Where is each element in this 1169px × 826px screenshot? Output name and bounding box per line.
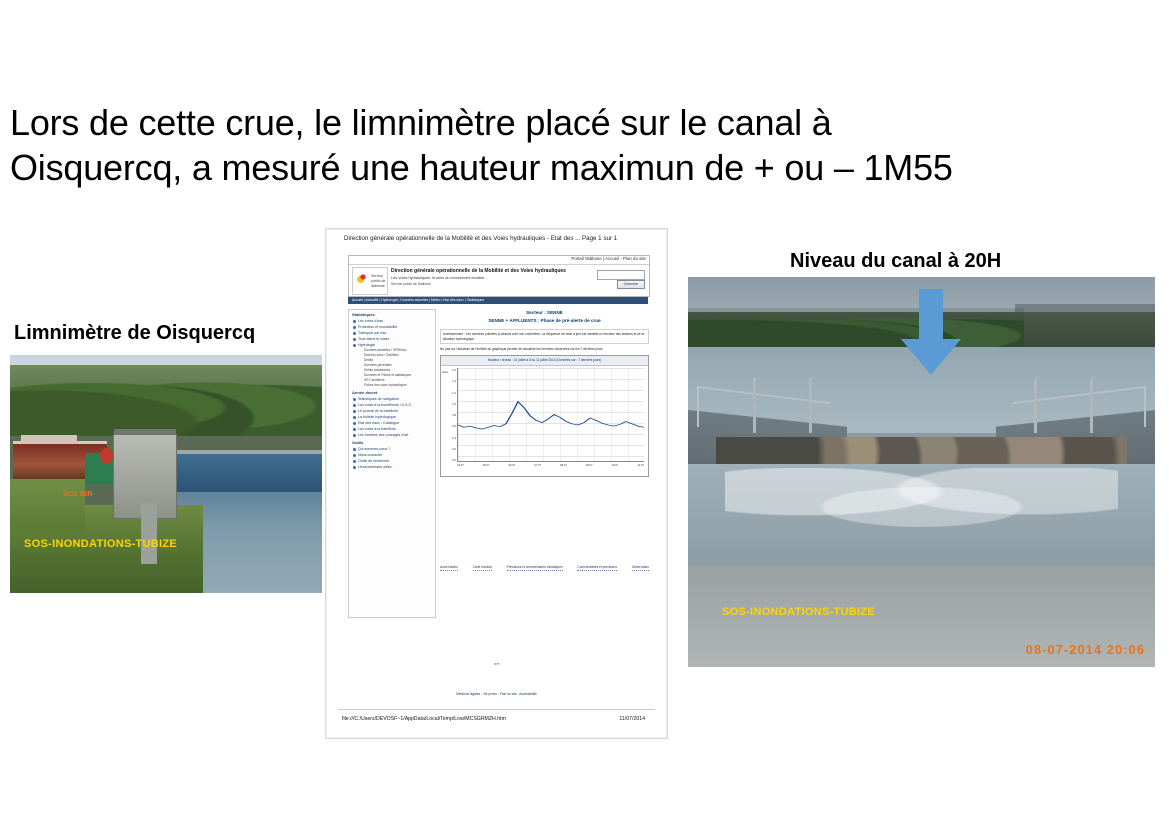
ytick-0: 1.6 xyxy=(452,368,456,373)
action-link-3[interactable]: Commentaires et prévisions xyxy=(577,565,617,569)
search-input[interactable] xyxy=(597,270,645,280)
sidebar-item-2[interactable]: Transport par eau xyxy=(349,330,435,336)
xtick-2: 06-07 xyxy=(508,464,516,468)
sidebar2-item-3[interactable]: La bulletin hydrologique xyxy=(349,414,435,420)
ytick-5: 0.6 xyxy=(452,424,456,429)
chart-plot-area xyxy=(457,368,644,462)
warning-text: Les données publiées ci-dessus sont non contrôlées. La fréquence de mise à jour est variable en fonction des stations et de la situation hydrologique. xyxy=(443,332,645,341)
limnimetre-photo xyxy=(10,355,322,593)
ytick-7: 0.2 xyxy=(452,446,456,451)
site-title: Direction générale opérationnelle de la Mobilité et des Voies hydrauliques xyxy=(391,268,566,274)
blue-barge xyxy=(172,450,322,492)
sidebar-item-4[interactable]: Hydrologie xyxy=(349,342,435,348)
photo-stamp: SOS 30R xyxy=(63,490,93,498)
sidebar3-item-1[interactable]: Nous contacter xyxy=(349,452,435,458)
document-main-content xyxy=(440,309,649,559)
sidebar-sub-5[interactable]: Données et Fiches et statistiques xyxy=(364,373,411,377)
sidebar-item-1[interactable]: Protection et inondabilité xyxy=(349,324,435,330)
footer-divider xyxy=(338,709,655,710)
sidebar3-item-3[interactable]: Liens/adresses utiles xyxy=(349,464,435,470)
chart-note: Ne pas sur l'abscisse de l'échelle du graphique permet de visualiser les données observées sur les 7 derniers jours. xyxy=(440,347,604,352)
action-link-4[interactable]: Observation xyxy=(631,565,649,569)
action-link-2[interactable]: Prévisions et commentaires climatiques xyxy=(506,565,563,569)
footer-print-date: 11/07/2014 xyxy=(619,716,645,722)
document-print-header: Direction générale opérationnelle de la Mobilité et des Voies hydrauliques - Etat des ... Page 1 sur 1 xyxy=(344,235,618,242)
sidebar3-item-2[interactable]: Outils de recherche xyxy=(349,458,435,464)
sidebar-sub-6[interactable]: GP Conditions xyxy=(364,378,385,382)
xtick-5: 09-07 xyxy=(585,464,593,468)
post-1 xyxy=(753,378,756,433)
sidebar-sub-7[interactable]: Fiches des voies hydrauliques xyxy=(364,383,407,387)
sidebar-sub-0[interactable]: Données actuelles / SPW/eau xyxy=(364,348,407,352)
hydrograph-chart xyxy=(440,355,649,477)
chart-line-series xyxy=(458,368,644,461)
post-3 xyxy=(1034,378,1037,433)
chart-ylabel: Haut xyxy=(442,370,448,375)
document-action-links xyxy=(440,565,649,571)
right-photo-caption: Niveau du canal à 20H xyxy=(790,250,1002,272)
left-photo-caption: Limnimètre de Oisquercq xyxy=(14,322,256,344)
decorative-quote: “” xyxy=(494,663,499,670)
post-4 xyxy=(1090,378,1093,433)
title-line-1: Lors de cette crue, le limnimètre placé sur le canal à xyxy=(10,102,832,143)
right-photo-watermark: SOS-INONDATIONS-TUBIZE xyxy=(722,606,876,618)
page-title xyxy=(10,100,1160,190)
cabinet-pole xyxy=(141,503,157,565)
sidebar2-item-1[interactable]: Les cotes à la bordélisme / A.S.S. xyxy=(349,402,435,408)
xtick-7: 11-07 xyxy=(637,464,644,468)
ytick-8: 0.0 xyxy=(452,458,456,463)
action-link-0[interactable]: Autre bassin xyxy=(440,565,458,569)
photo-timestamp: 08-07-2014 20:06 xyxy=(1025,642,1145,657)
sidebar2-item-0[interactable]: Statistiques de navigation xyxy=(349,396,435,402)
xtick-6: 10-07 xyxy=(611,464,619,468)
station-label: SENNE + AFFLUENTS : Phase de pré-alerte de crue xyxy=(488,318,601,323)
title-line-2: Oisquercq, a mesuré une hauteur maximun de + ou – 1M55 xyxy=(10,147,953,188)
document-footer-links[interactable]: Mentions légales - Vie privée - Plan du site - Accessibilité xyxy=(456,692,537,696)
sidebar-menu xyxy=(348,309,436,618)
logo-text: Service public de Wallonie xyxy=(371,274,386,289)
sidebar-sub-3[interactable]: Données générales xyxy=(364,363,392,367)
post-2 xyxy=(809,378,812,433)
scanned-document-page xyxy=(325,228,668,739)
ytick-2: 1.2 xyxy=(452,390,456,395)
xtick-4: 08-07 xyxy=(560,464,567,468)
sidebar-sub-2[interactable]: Débits xyxy=(364,358,374,362)
site-subtitle: Les Voies hydrauliques, le sens du mouvement durable... xyxy=(391,276,488,280)
left-photo-watermark: SOS-INONDATIONS-TUBIZE xyxy=(24,538,178,550)
site-header xyxy=(348,255,650,297)
tree-line xyxy=(688,308,1024,347)
sidebar2-item-4[interactable]: Etat des eaux / Catalogue xyxy=(349,420,435,426)
chart-y-axis xyxy=(443,368,457,462)
ytick-1: 1.4 xyxy=(452,379,456,384)
sidebar-sub-4[interactable]: Débits instantanés xyxy=(364,368,391,372)
grass-bank-secondary xyxy=(10,479,85,531)
spw-logo xyxy=(352,267,388,295)
sidebar-group-title-1: Statistiques xyxy=(352,312,375,317)
down-arrow-icon xyxy=(895,289,967,375)
chart-title: Hauteur / niveau : 01 juillet à 8 au 11 juillet 2014 (Données sur : 7 derniers jours) xyxy=(441,356,648,366)
chart-x-axis xyxy=(457,464,644,474)
water-foam xyxy=(725,468,1117,546)
secteur-label: Secteur : SENNE xyxy=(526,310,563,315)
action-link-1[interactable]: Carte résultat xyxy=(472,565,492,569)
xtick-1: 05-07 xyxy=(482,464,490,468)
portal-links[interactable]: Portail Wallonie | Accueil - Plan du site xyxy=(349,256,649,265)
xtick-0: 04-07 xyxy=(457,464,464,468)
ytick-4: 0.8 xyxy=(452,413,456,418)
sidebar2-item-2[interactable]: Le journal de la batellerie xyxy=(349,408,435,414)
sidebar-sub-1[interactable]: Etat des eaux / Debitées xyxy=(364,353,399,357)
xtick-3: 07-07 xyxy=(534,464,541,468)
sidebar-item-3[interactable]: Tous biens et loisirs xyxy=(349,336,435,342)
sidebar-item-0[interactable]: Les cotes d'eau xyxy=(349,318,435,324)
sidebar-group-title-3: Outils xyxy=(352,440,364,445)
sidebar2-item-5[interactable]: Les cotes à la batellerie xyxy=(349,426,435,432)
site-subtitle-2: Service public de Wallonie xyxy=(391,282,431,286)
warning-box xyxy=(440,329,649,344)
walloon-rooster-icon xyxy=(357,271,369,283)
tree-line xyxy=(10,365,322,436)
ytick-3: 1.0 xyxy=(452,401,456,406)
main-navbar[interactable]: Accueil | Actualité | Hydrologie | Données actuelles | Météo | Etat des eaux | Statistiques xyxy=(348,297,648,304)
warning-title: Avertissement : xyxy=(443,332,465,336)
footer-file-path: file:///C:/Users/DEVOSF~1/AppData/Local/Temp/Low/MCSGRMZH.htm xyxy=(342,716,506,722)
sidebar-group-title-2: Année décret xyxy=(352,390,378,395)
ytick-6: 0.4 xyxy=(452,435,456,440)
search-button[interactable]: Chercher xyxy=(617,280,645,289)
sidebar3-item-0[interactable]: Qui sommes-nous ? xyxy=(349,446,435,452)
sidebar2-item-6[interactable]: Les horaires des ouvrages d'art xyxy=(349,432,435,438)
